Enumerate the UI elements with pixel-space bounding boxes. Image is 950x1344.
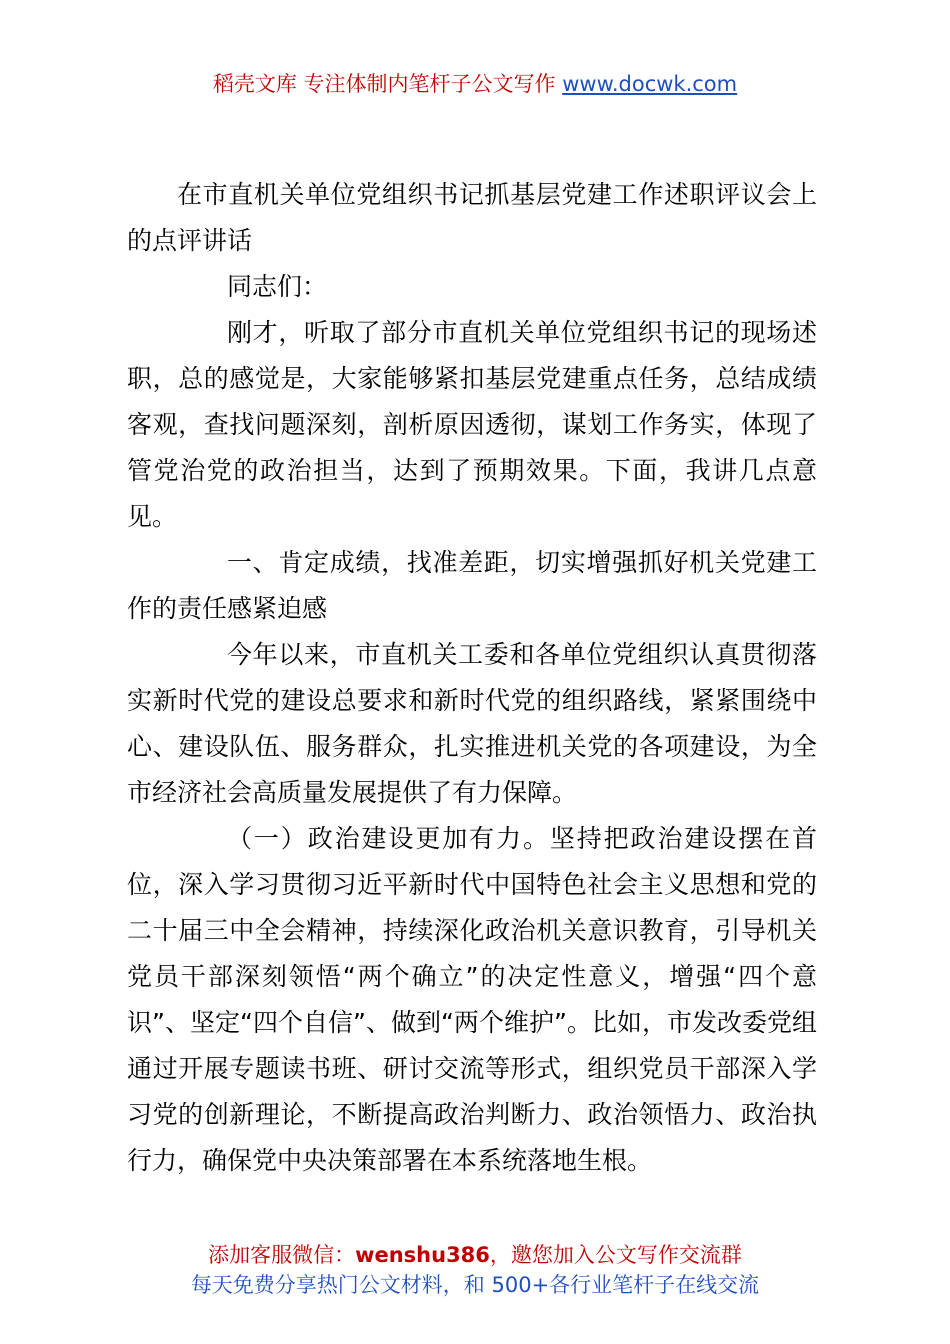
header-website-link[interactable]: www.docwk.com bbox=[562, 72, 738, 96]
paragraph-political-building: （一）政治建设更加有力。坚持把政治建设摆在首位，深入学习贯彻习近平新时代中国特色社会主义思想和党的二十届三中全会精神，持续深化政治机关意识教育，引导机关党员干部深刻领悟“两个确立”的决定性意义，增强“四个意识”、坚定“四个自信”、做到“两个维护”。比如，市发改委党组通过开展专题读书班、研讨交流等形式，组织党员干部深入学习党的创新理论，不断提高政治判断力、政治领悟力、政治执行力，确保党中央决策部署在本系统落地生根。 bbox=[127, 824, 817, 1175]
wechat-id: wenshu386 bbox=[355, 1243, 490, 1267]
section-heading-one: 一、肯定成绩，找准差距，切实增强抓好机关党建工作的责任感紧迫感 bbox=[127, 548, 817, 623]
header-brand-text: 稻壳文库 专注体制内笔杆子公文写作 bbox=[212, 72, 556, 96]
footer-wechat-prefix: 添加客服微信： bbox=[208, 1243, 356, 1267]
page-footer bbox=[0, 1240, 950, 1300]
paragraph-intro: 刚才，听取了部分市直机关单位党组织书记的现场述职，总的感觉是，大家能够紧扣基层党建重点任务，总结成绩客观，查找问题深刻，剖析原因透彻，谋划工作务实，体现了管党治党的政治担当，达到了预期效果。下面，我讲几点意见。 bbox=[127, 318, 817, 531]
footer-wechat-suffix: ，邀您加入公文写作交流群 bbox=[489, 1243, 742, 1267]
footer-share-line: 每天免费分享热门公文材料，和 500+各行业笔杆子在线交流 bbox=[190, 1273, 760, 1297]
document-title: 在市直机关单位党组织书记抓基层党建工作述职评议会上的点评讲话 bbox=[127, 180, 817, 255]
footer-wechat-line bbox=[0, 1240, 950, 1270]
salutation: 同志们： bbox=[227, 272, 328, 301]
page-header bbox=[0, 68, 950, 100]
document-body bbox=[127, 172, 817, 1184]
paragraph-overview: 今年以来，市直机关工委和各单位党组织认真贯彻落实新时代党的建设总要求和新时代党的组织路线，紧紧围绕中心、建设队伍、服务群众，扎实推进机关党的各项建设，为全市经济社会高质量发展提供了有力保障。 bbox=[127, 640, 817, 807]
